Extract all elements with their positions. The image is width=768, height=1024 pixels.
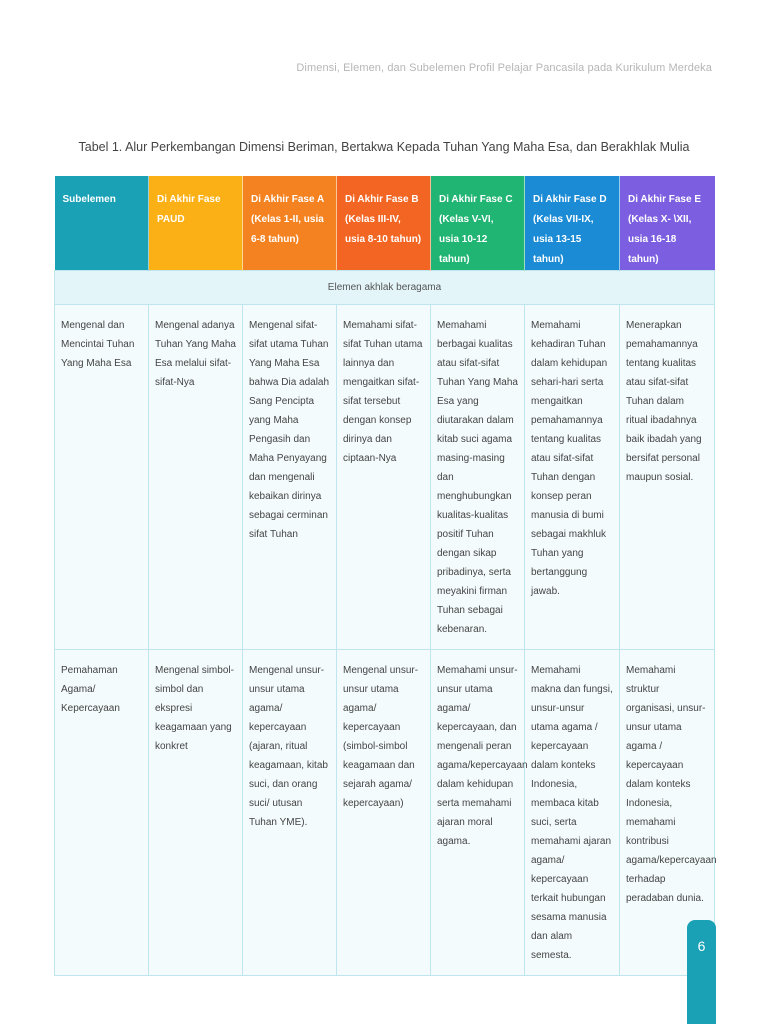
table-row <box>55 305 715 650</box>
table-cell: Mengenal sifat-sifat utama Tuhan Yang Maha Esa bahwa Dia adalah Sang Pencipta yang Maha Pengasih dan Maha Penyayang dan mengenali kebaikan dirinya sebagai cerminan sifat Tuhan <box>243 305 337 650</box>
header-fase-d: Di Akhir Fase D (Kelas VII-IX, usia 13-15 tahun) <box>525 176 620 271</box>
section-row <box>55 271 715 305</box>
table-caption: Tabel 1. Alur Perkembangan Dimensi Beriman, Bertakwa Kepada Tuhan Yang Maha Esa, dan Berakhlak Mulia <box>78 140 690 154</box>
page-number: 6 <box>697 938 706 954</box>
table-header-row <box>55 176 715 271</box>
table-cell: Mengenal unsur-unsur utama agama/ kepercayaan (simbol-simbol keagamaan dan sejarah agama/ kepercayaan) <box>337 650 431 976</box>
table-cell: Mengenal simbol-simbol dan ekspresi keagamaan yang konkret <box>149 650 243 976</box>
table-cell: Mengenal adanya Tuhan Yang Maha Esa melalui sifat-sifat-Nya <box>149 305 243 650</box>
running-header: Dimensi, Elemen, dan Subelemen Profil Pelajar Pancasila pada Kurikulum Merdeka <box>296 62 712 74</box>
table-cell: Menerapkan pemahamannya tentang kualitas atau sifat-sifat Tuhan dalam ritual ibadahnya baik ibadah yang bersifat personal maupun sosial. <box>620 305 715 650</box>
table-cell: Mengenal unsur-unsur utama agama/ kepercayaan (ajaran, ritual keagamaan, kitab suci, dan orang suci/ utusan Tuhan YME). <box>243 650 337 976</box>
table-row <box>55 650 715 976</box>
table-cell: Memahami makna dan fungsi, unsur-unsur utama agama / kepercayaan dalam konteks Indonesia, membaca kitab suci, serta memahami ajaran agama/ kepercayaan terkait hubungan sesama manusia dan alam semesta. <box>525 650 620 976</box>
page-number-tab <box>687 920 716 1024</box>
subelemen-cell: Pemahaman Agama/ Kepercayaan <box>55 650 149 976</box>
table-cell: Memahami kehadiran Tuhan dalam kehidupan sehari-hari serta mengaitkan pemahamannya tentang kualitas atau sifat-sifat Tuhan dengan konsep peran manusia di bumi sebagai makhluk Tuhan yang bertanggung jawab. <box>525 305 620 650</box>
table-cell: Memahami sifat-sifat Tuhan utama lainnya dan mengaitkan sifat-sifat tersebut dengan konsep dirinya dan ciptaan-Nya <box>337 305 431 650</box>
header-fase-c: Di Akhir Fase C (Kelas V-VI, usia 10-12 tahun) <box>431 176 525 271</box>
section-label: Elemen akhlak beragama <box>55 271 715 305</box>
table-cell: Memahami unsur-unsur utama agama/ kepercayaan, dan mengenali peran agama/kepercayaan dalam kehidupan serta memahami ajaran moral agama. <box>431 650 525 976</box>
header-fase-b: Di Akhir Fase B (Kelas III-IV, usia 8-10 tahun) <box>337 176 431 271</box>
table-cell: Memahami berbagai kualitas atau sifat-sifat Tuhan Yang Maha Esa yang diutarakan dalam kitab suci agama masing-masing dan menghubungkan kualitas-kualitas positif Tuhan dengan sikap pribadinya, serta meyakini firman Tuhan sebagai kebenaran. <box>431 305 525 650</box>
header-fase-a: Di Akhir Fase A (Kelas 1-II, usia 6-8 tahun) <box>243 176 337 271</box>
header-fase-e: Di Akhir Fase E (Kelas X- \XII, usia 16-18 tahun) <box>620 176 715 271</box>
subelemen-cell: Mengenal dan Mencintai Tuhan Yang Maha Esa <box>55 305 149 650</box>
development-table <box>54 176 715 976</box>
header-subelemen: Subelemen <box>55 176 149 271</box>
table-cell: Memahami struktur organisasi, unsur-unsur utama agama / kepercayaan dalam konteks Indonesia, memahami kontribusi agama/kepercayaan terhadap peradaban dunia. <box>620 650 715 976</box>
header-fase-paud: Di Akhir Fase PAUD <box>149 176 243 271</box>
